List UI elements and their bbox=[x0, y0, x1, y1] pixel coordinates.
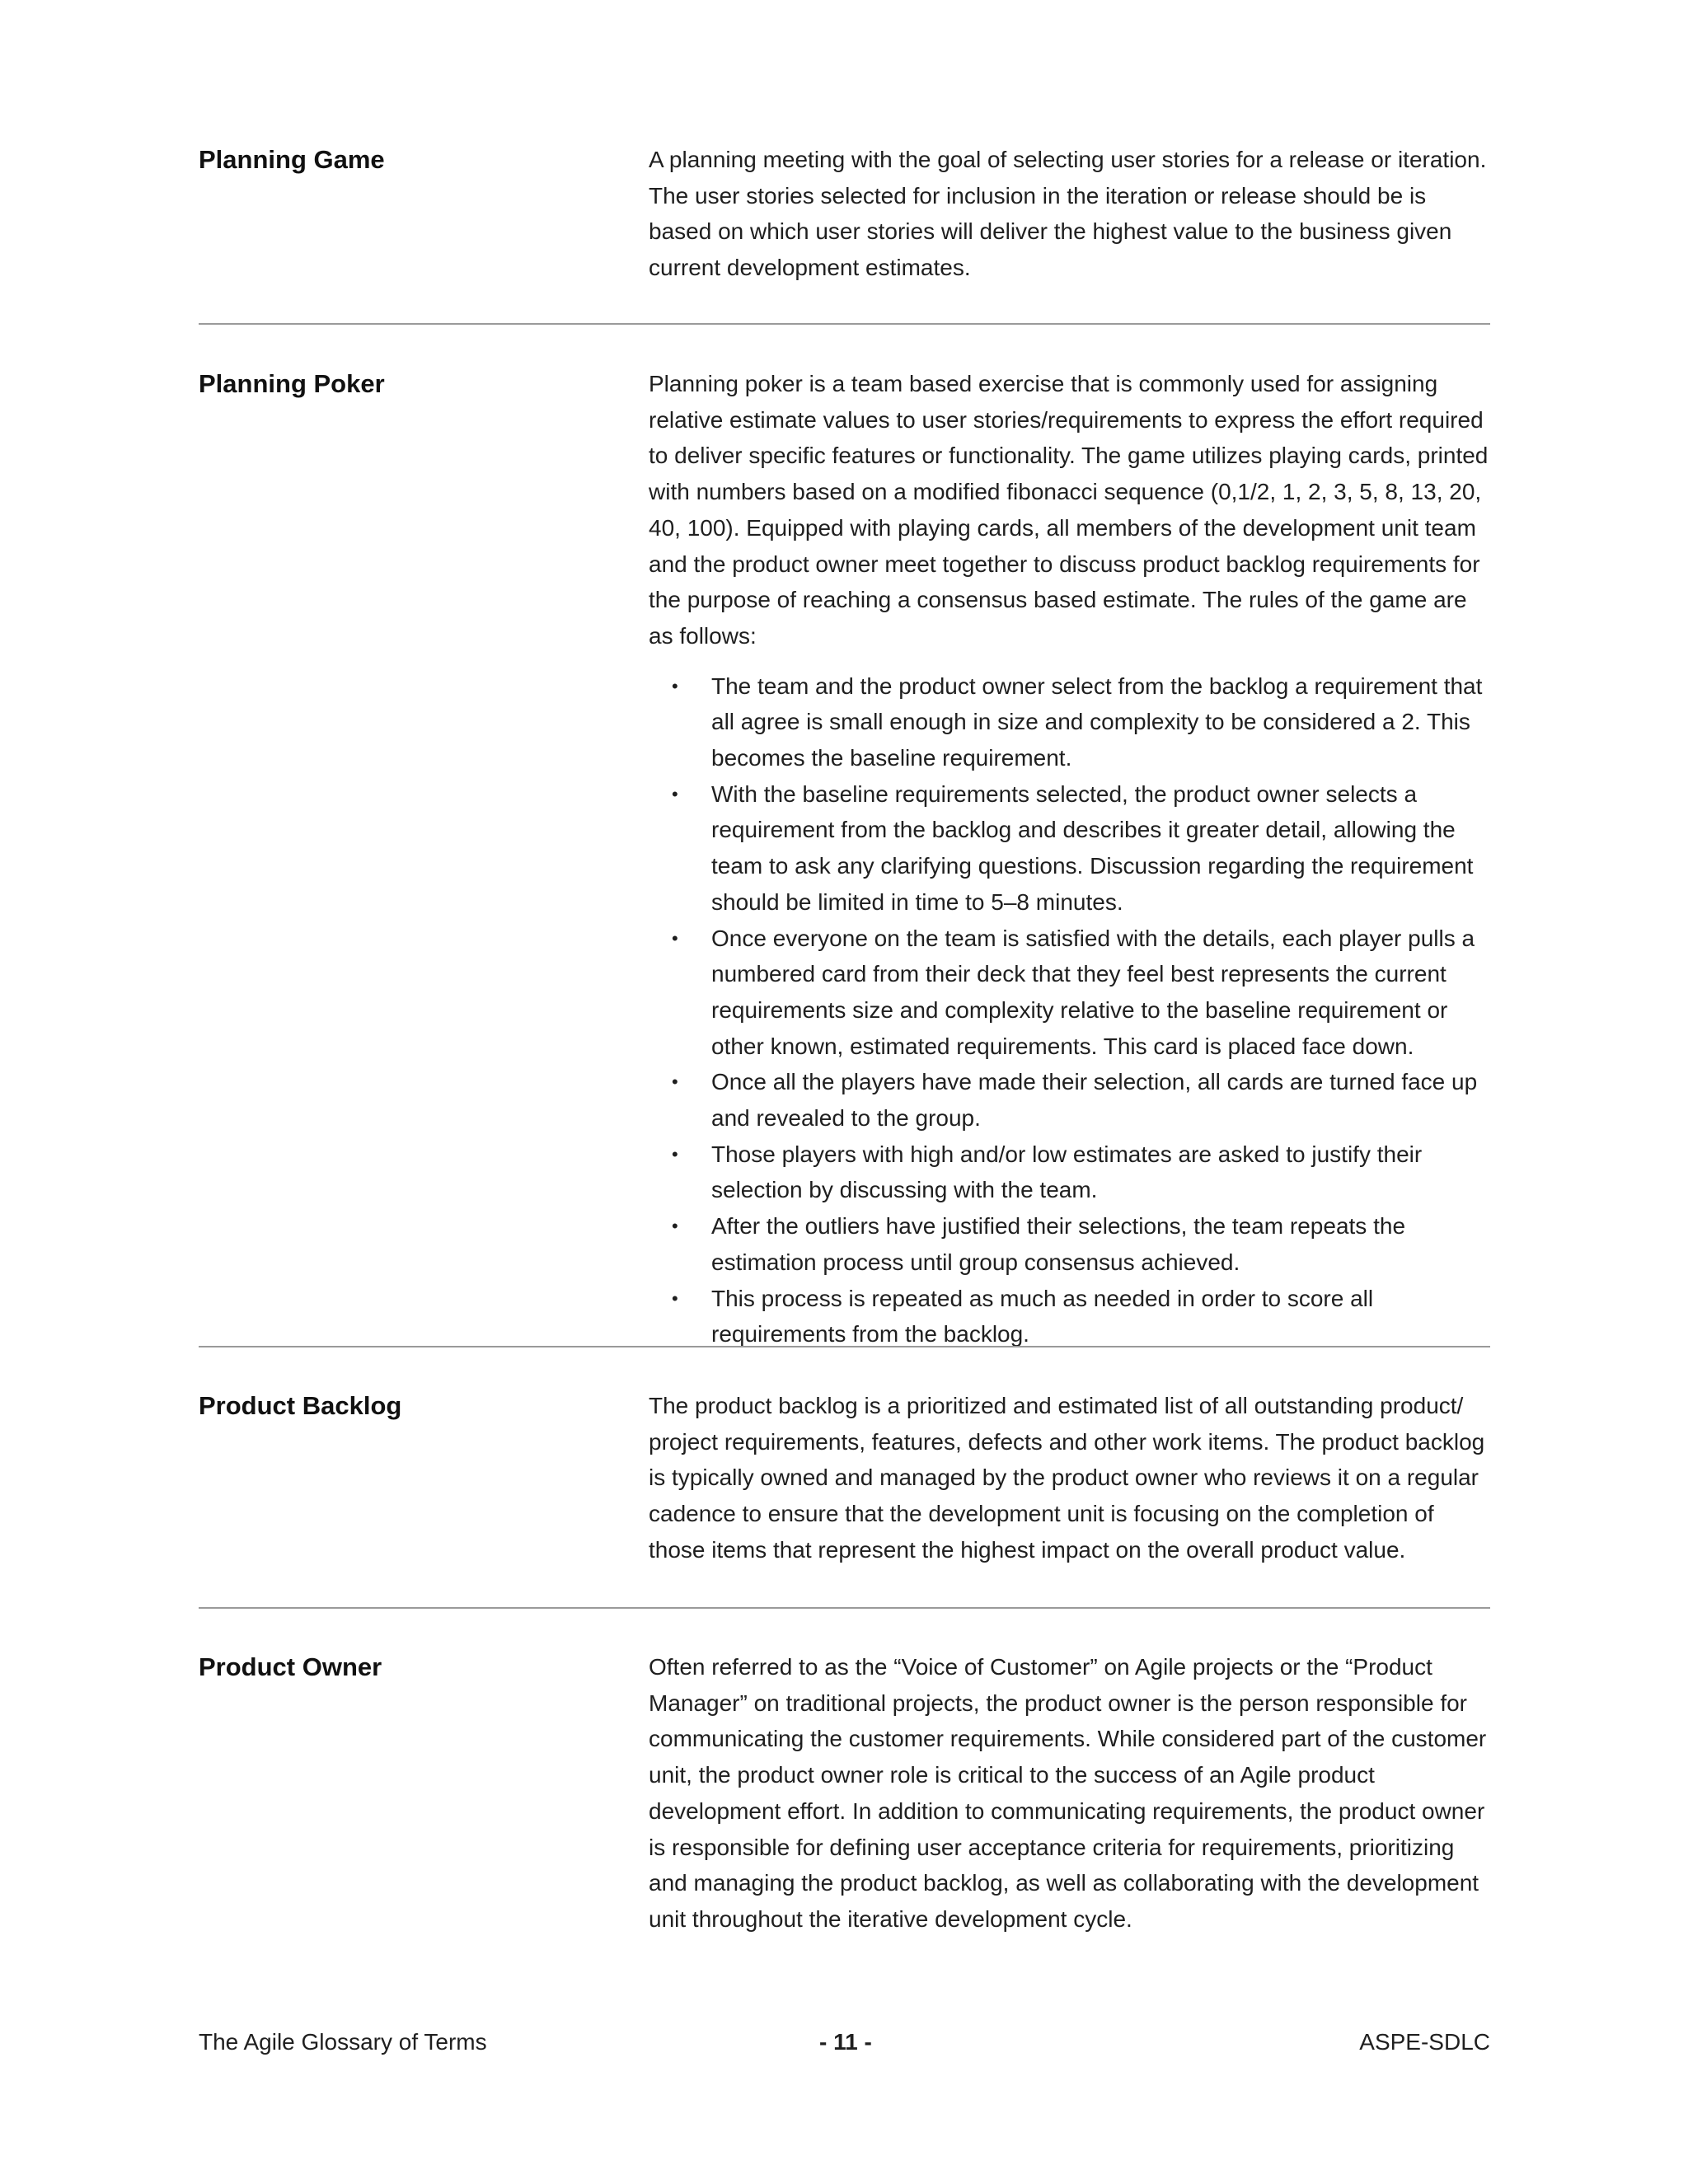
divider bbox=[199, 1607, 1490, 1609]
list-item bbox=[672, 776, 1491, 921]
list-item bbox=[672, 1064, 1491, 1136]
term-definition bbox=[649, 1649, 1491, 1938]
term-definition bbox=[649, 366, 1491, 1352]
list-item-text: After the outliers have justified their selections, the team repeats the estimation process until group consensus achieved. bbox=[711, 1213, 1406, 1275]
footer-document-title: The Agile Glossary of Terms bbox=[199, 2029, 487, 2055]
term-heading: Product Owner bbox=[199, 1652, 382, 1681]
list-item-text: Once everyone on the team is satisfied with the details, each player pulls a numbered card from their deck that they feel best represents the current requirements size and complexity relative to the baseline requirement or other known, estimated requirements. This card is placed face down. bbox=[711, 925, 1475, 1059]
list-item bbox=[672, 668, 1491, 776]
footer-publisher: ASPE-SDLC bbox=[1359, 2029, 1490, 2055]
list-item-text: The team and the product owner select from the backlog a requirement that all agree is small enough in size and complexity to be considered a 2. This becomes the baseline requirement. bbox=[711, 673, 1483, 771]
term-heading: Planning Poker bbox=[199, 369, 385, 398]
bullet-icon: • bbox=[672, 675, 678, 696]
list-item-text: Once all the players have made their selection, all cards are turned face up and revealed to the group. bbox=[711, 1069, 1478, 1132]
definition-paragraph: Often referred to as the “Voice of Customer” on Agile projects or the “Product Manager” on traditional projects, the product owner is the person responsible for communicating the customer requirements. While considered part of the customer unit, the product owner role is critical to the success of an Agile product development effort. In addition to communicating requirements, the product owner is responsible for defining user acceptance criteria for requirements, prioritizing and managing the product backlog, as well as collaborating with the development unit throughout the iterative development cycle. bbox=[649, 1654, 1487, 1932]
list-item-text: Those players with high and/or low estimates are asked to justify their selection by discussing with the team. bbox=[711, 1141, 1423, 1203]
term-heading: Planning Game bbox=[199, 145, 385, 174]
list-item bbox=[672, 1281, 1491, 1352]
bullet-icon: • bbox=[672, 1216, 678, 1237]
list-item-text: This process is repeated as much as needed in order to score all requirements from the backlog. bbox=[711, 1285, 1374, 1347]
bullet-icon: • bbox=[672, 1287, 678, 1309]
rules-list bbox=[649, 668, 1491, 1352]
definition-paragraph: The product backlog is a prioritized and estimated list of all outstanding product/ project requirements, features, defects and other work items. The product backlog is typically owned and managed by the product owner who reviews it on a regular cadence to ensure that the development unit is focusing on the completion of those items that represent the highest impact on the overall product value. bbox=[649, 1393, 1485, 1563]
list-item-text: With the baseline requirements selected, the product owner selects a requirement from the backlog and describes it greater detail, allowing the team to ask any clarifying questions. Discussion regarding the requirement should be limited in time to 5–8 minutes. bbox=[711, 780, 1474, 915]
bullet-icon: • bbox=[672, 1071, 678, 1093]
list-item bbox=[672, 921, 1491, 1065]
definition-paragraph: A planning meeting with the goal of selecting user stories for a release or iteration. The user stories selected for inclusion in the iteration or release should be is based on which user stories will deliver the highest value to the business given current development estimates. bbox=[649, 147, 1487, 281]
term-definition bbox=[649, 1388, 1491, 1568]
bullet-icon: • bbox=[672, 783, 678, 804]
term-definition bbox=[649, 142, 1491, 286]
list-item bbox=[672, 1208, 1491, 1280]
term-heading: Product Backlog bbox=[199, 1391, 402, 1420]
divider bbox=[199, 1346, 1490, 1347]
footer-page-number: - 11 - bbox=[819, 2029, 872, 2055]
bullet-icon: • bbox=[672, 1143, 678, 1165]
definition-paragraph: Planning poker is a team based exercise that is commonly used for assigning relative estimate values to user stories/requirements to express the effort required to deliver specific features or functionality. The game utilizes playing cards, printed with numbers based on a modified fibonacci sequence (0,1/2, 1, 2, 3, 5, 8, 13, 20, 40, 100). Equipped with playing cards, all members of the development unit team and the product owner meet together to discuss product backlog requirements for the purpose of reaching a consensus based estimate. The rules of the game are as follows: bbox=[649, 371, 1489, 649]
list-item bbox=[672, 1137, 1491, 1208]
bullet-icon: • bbox=[672, 927, 678, 949]
divider bbox=[199, 323, 1490, 325]
